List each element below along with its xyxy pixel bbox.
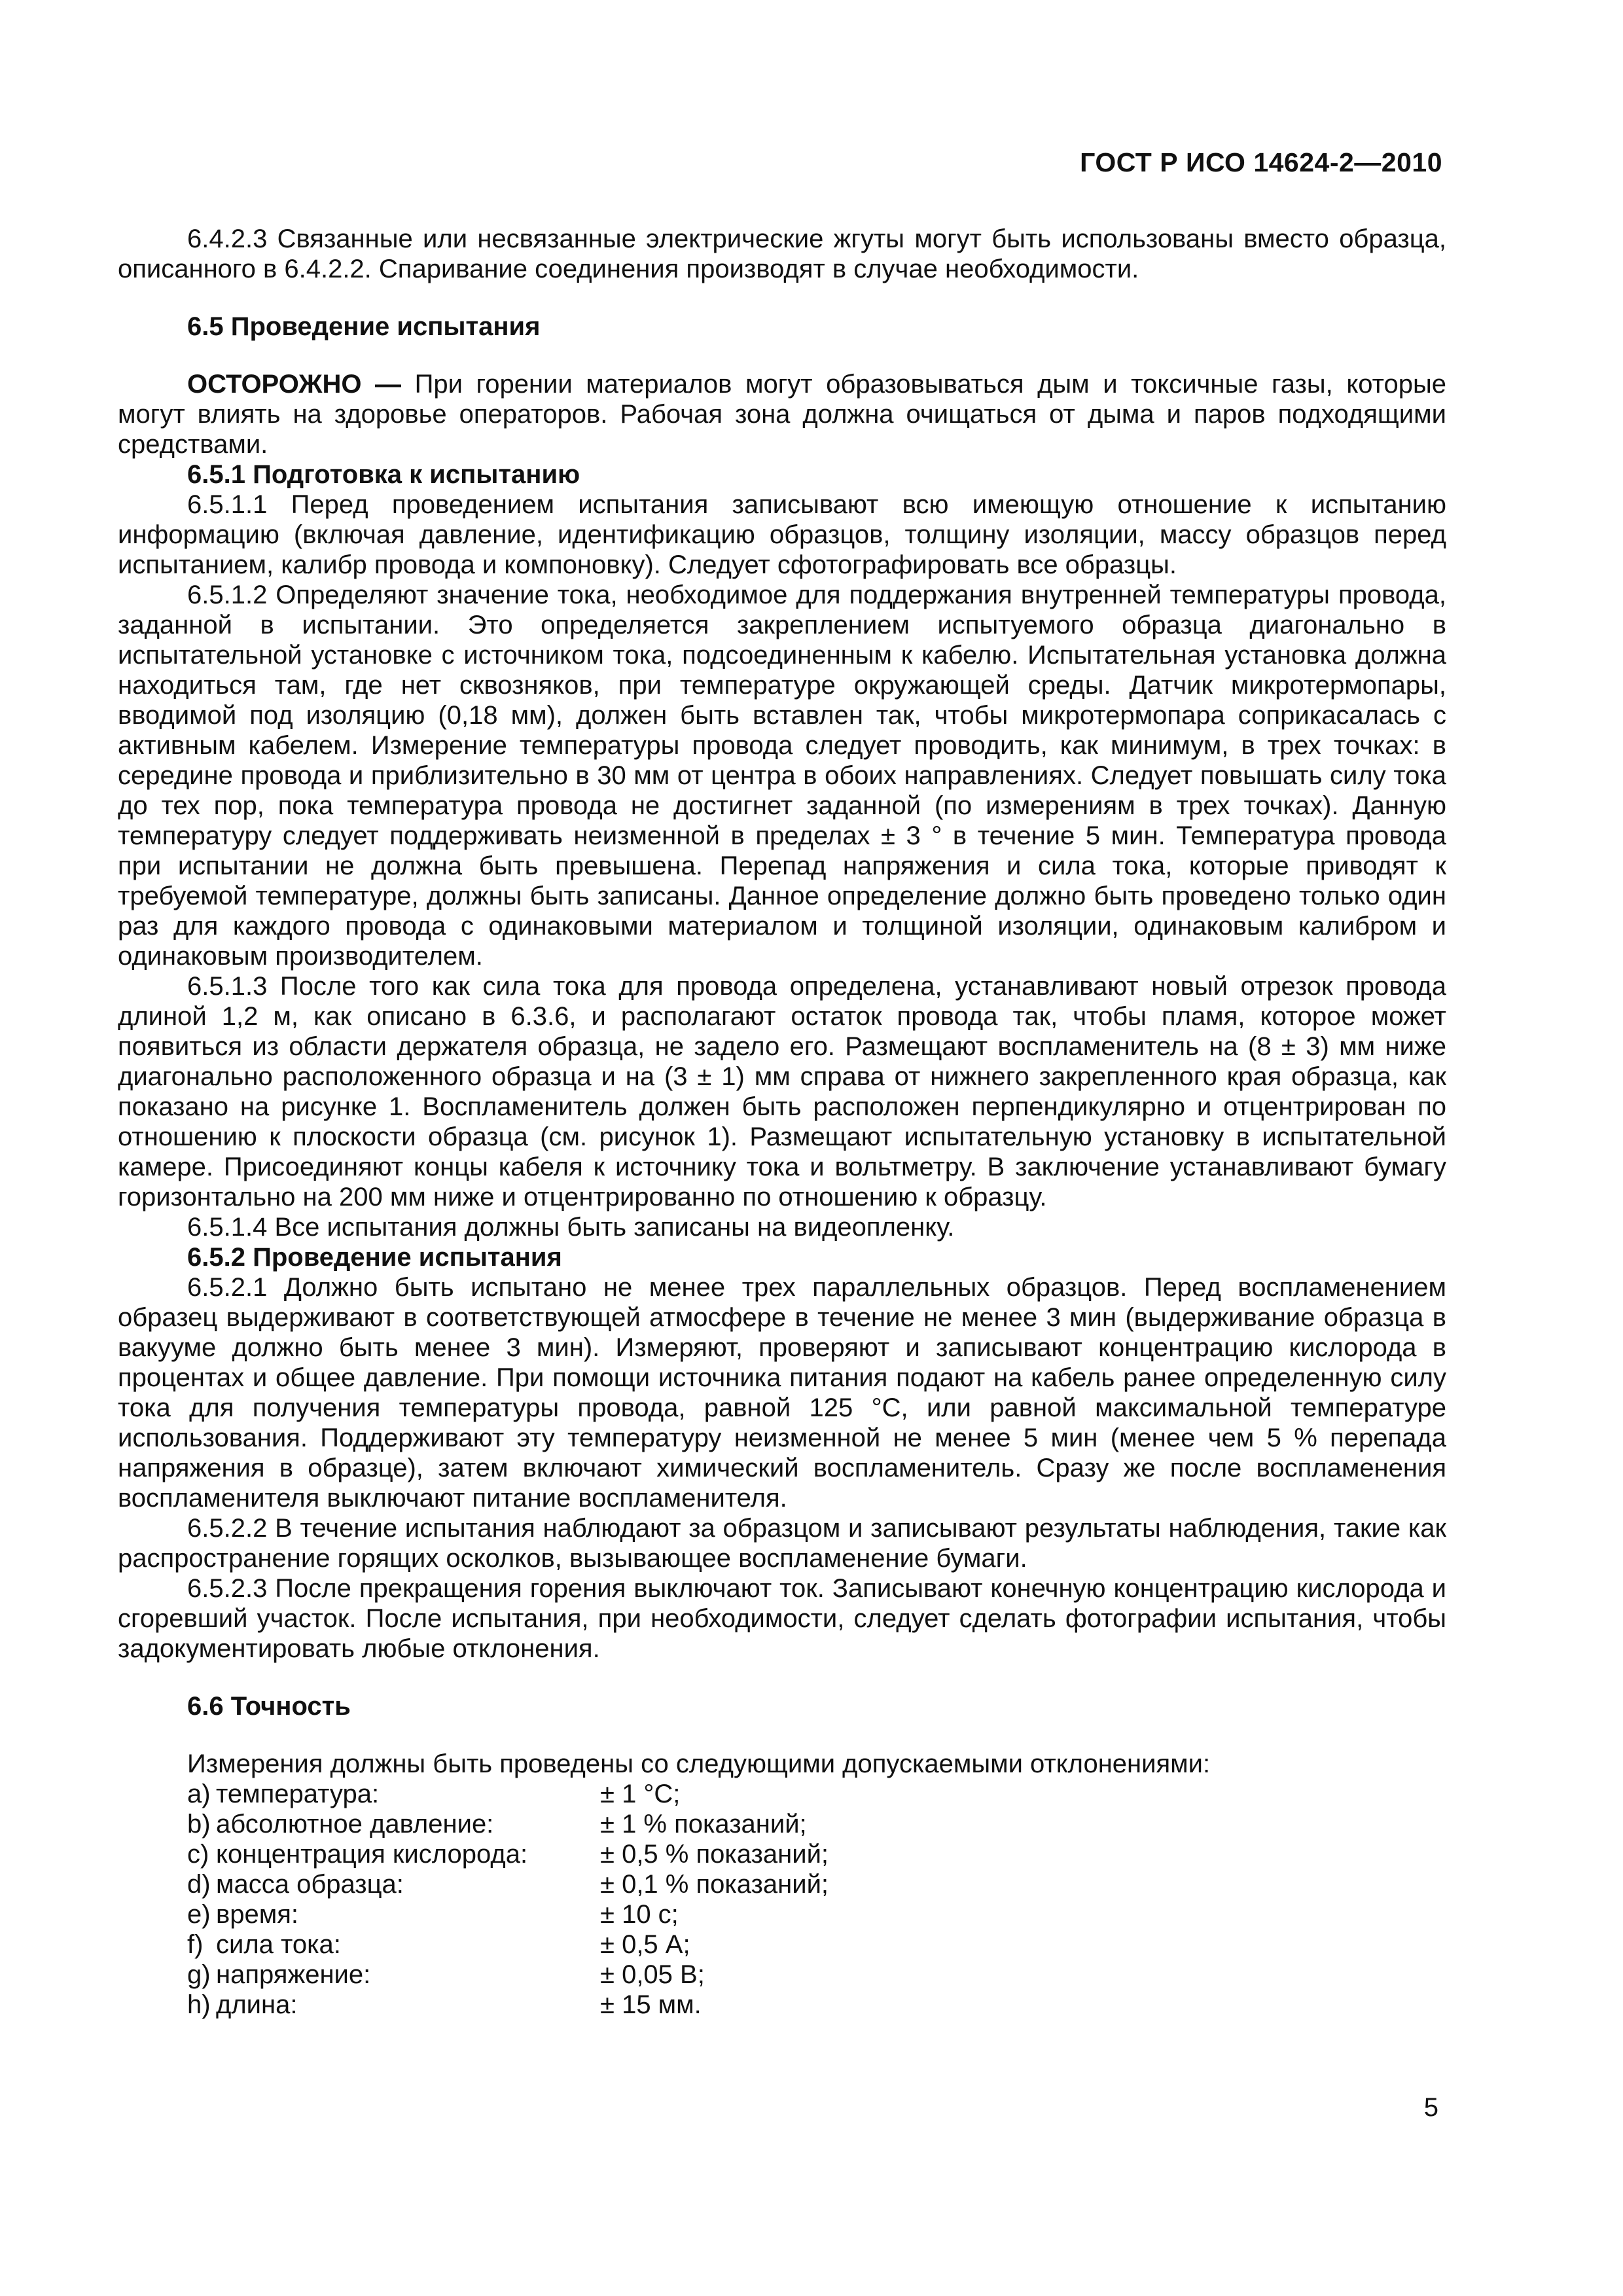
- list-item-value: ± 10 с;: [600, 1900, 679, 1929]
- subsection-heading-6-5-2: 6.5.2 Проведение испытания: [187, 1243, 562, 1272]
- list-item-key: с): [187, 1840, 209, 1869]
- list-item-label: температура:: [216, 1780, 380, 1808]
- list-item: [187, 1869, 1446, 1899]
- list-item-key: d): [187, 1870, 211, 1899]
- list-item: [187, 1929, 1446, 1960]
- paragraph-6-5-1-4: 6.5.1.4 Все испытания должны быть записаны на видеопленку.: [187, 1213, 955, 1242]
- warning-label: ОСТОРОЖНО —: [187, 370, 402, 399]
- page-number: 5: [1423, 2093, 1438, 2122]
- list-item-label: длина:: [216, 1990, 298, 2019]
- subsection-heading-6-5-1: 6.5.1 Подготовка к испытанию: [187, 460, 580, 489]
- accuracy-intro: Измерения должны быть проведены со следующими допускаемыми отклонениями:: [187, 1749, 1211, 1778]
- list-item-value: ± 0,5 % показаний;: [600, 1840, 829, 1869]
- list-item-key: е): [187, 1900, 211, 1929]
- list-item-key: b): [187, 1810, 211, 1839]
- paragraph-6-5-1-2: 6.5.1.2 Определяют значение тока, необходимое для поддержания внутренней температуры провода, заданной в испытании. Это определяется закреплением испытуемого образца диагонально в испытательной установке с источником тока, подсоединенным к кабелю. Испытательная установка должна находиться там, где нет сквозняков, при температуре окружающей среды. Датчик микротермопары, вводимой под изоляцию (0,18 мм), должен быть вставлен так, чтобы микротермопара соприкасалась с активным кабелем. Измерение температуры провода следует проводить, как минимум, в трех точках: в середине провода и приблизительно в 30 мм от центра в обоих направлениях. Следует повышать силу тока до тех пор, пока температура провода не достигнет заданной (по измерениям в трех точках). Данную температуру следует поддерживать неизменной в пределах ± 3 ° в течение 5 мин. Температура провода при испытании не должна быть превышена. Перепад напряжения и сила тока, которые приводят к требуемой температуре, должны быть записаны. Данное определение должно быть проведено только один раз для каждого провода с одинаковыми материалом и толщиной изоляции, одинаковым калибром и одинаковым производителем.: [118, 581, 1446, 971]
- list-item-label: сила тока:: [216, 1930, 341, 1959]
- list-item-key: а): [187, 1780, 211, 1808]
- list-item-label: время:: [216, 1900, 299, 1929]
- list-item-label: напряжение:: [216, 1960, 371, 1989]
- list-item-label: концентрация кислорода:: [216, 1840, 528, 1869]
- document-header: ГОСТ Р ИСО 14624-2—2010: [1080, 147, 1442, 177]
- paragraph-6-5-2-2: 6.5.2.2 В течение испытания наблюдают за образцом и записывают результаты наблюдения, такие как распространение горящих осколков, вызывающее воспламенение бумаги.: [118, 1514, 1446, 1573]
- paragraph-6-5-1-3: 6.5.1.3 После того как сила тока для провода определена, устанавливают новый отрезок провода длиной 1,2 м, как описано в 6.3.6, и располагают остаток провода так, чтобы пламя, которое может появиться из области держателя образца, не задело его. Размещают воспламенитель на (8 ± 3) мм ниже диагонально расположенного образца и на (3 ± 1) мм справа от нижнего закрепленного края образца, как показано на рисунке 1. Воспламенитель должен быть расположен перпендикулярно и отцентрирован по отношению к плоскости образца (см. рисунок 1). Размещают испытательную установку в испытательной камере. Присоединяют концы кабеля к источнику тока и вольтметру. В заключение устанавливают бумагу горизонтально на 200 мм ниже и отцентрированно по отношению к образцу.: [118, 972, 1446, 1211]
- tolerance-list: [118, 1779, 1446, 2020]
- list-item: [187, 1839, 1446, 1869]
- paragraph-6-4-2-3: 6.4.2.3 Связанные или несвязанные электрические жгуты могут быть использованы вместо образца, описанного в 6.4.2.2. Спаривание соединения производят в случае необходимости.: [118, 224, 1446, 283]
- list-item-value: ± 1 °С;: [600, 1780, 681, 1808]
- list-item-key: g): [187, 1960, 211, 1989]
- warning-paragraph: [118, 369, 1446, 459]
- list-item-label: абсолютное давление:: [216, 1810, 494, 1839]
- list-item: [187, 1990, 1446, 2020]
- list-item-value: ± 0,1 % показаний;: [600, 1870, 829, 1899]
- list-item: [187, 1899, 1446, 1929]
- page-content: [118, 224, 1446, 2020]
- paragraph-6-5-2-3: 6.5.2.3 После прекращения горения выключают ток. Записывают конечную концентрацию кислорода и сгоревший участок. После испытания, при необходимости, следует сделать фотографии испытания, чтобы задокументировать любые отклонения.: [118, 1574, 1446, 1663]
- section-heading-6-6: 6.6 Точность: [187, 1692, 351, 1721]
- list-item: [187, 1809, 1446, 1839]
- list-item-key: f): [187, 1930, 204, 1959]
- list-item-value: ± 0,5 А;: [600, 1930, 690, 1959]
- section-heading-6-5: 6.5 Проведение испытания: [187, 312, 541, 341]
- list-item: [187, 1960, 1446, 1990]
- list-item-value: ± 0,05 В;: [600, 1960, 705, 1989]
- list-item: [187, 1779, 1446, 1809]
- paragraph-6-5-2-1: 6.5.2.1 Должно быть испытано не менее трех параллельных образцов. Перед воспламенением образец выдерживают в соответствующей атмосфере в течение не менее 3 мин (выдерживание образца в вакууме должно быть менее 3 мин). Измеряют, проверяют и записывают концентрацию кислорода в процентах и общее давление. При помощи источника питания подают на кабель ранее определенную силу тока для получения температуры провода, равной 125 °С, или равной максимальной температуре использования. Поддерживают эту температуру неизменной не менее 5 мин (менее чем 5 % перепада напряжения в образце), затем включают химический воспламенитель. Сразу же после воспламенения воспламенителя выключают питание воспламенителя.: [118, 1273, 1446, 1513]
- paragraph-6-5-1-1: 6.5.1.1 Перед проведением испытания записывают всю имеющую отношение к испытанию информацию (включая давление, идентификацию образцов, толщину изоляции, массу образцов перед испытанием, калибр провода и компоновку). Следует сфотографировать все образцы.: [118, 490, 1446, 579]
- warning-text: При горении материалов могут образовываться дым и токсичные газы, которые могут влиять на здоровье операторов. Рабочая зона должна очищаться от дыма и паров подходящими средствами.: [118, 370, 1446, 459]
- list-item-value: ± 1 % показаний;: [600, 1810, 807, 1839]
- list-item-key: h): [187, 1990, 211, 2019]
- list-item-value: ± 15 мм.: [600, 1990, 702, 2019]
- list-item-label: масса образца:: [216, 1870, 404, 1899]
